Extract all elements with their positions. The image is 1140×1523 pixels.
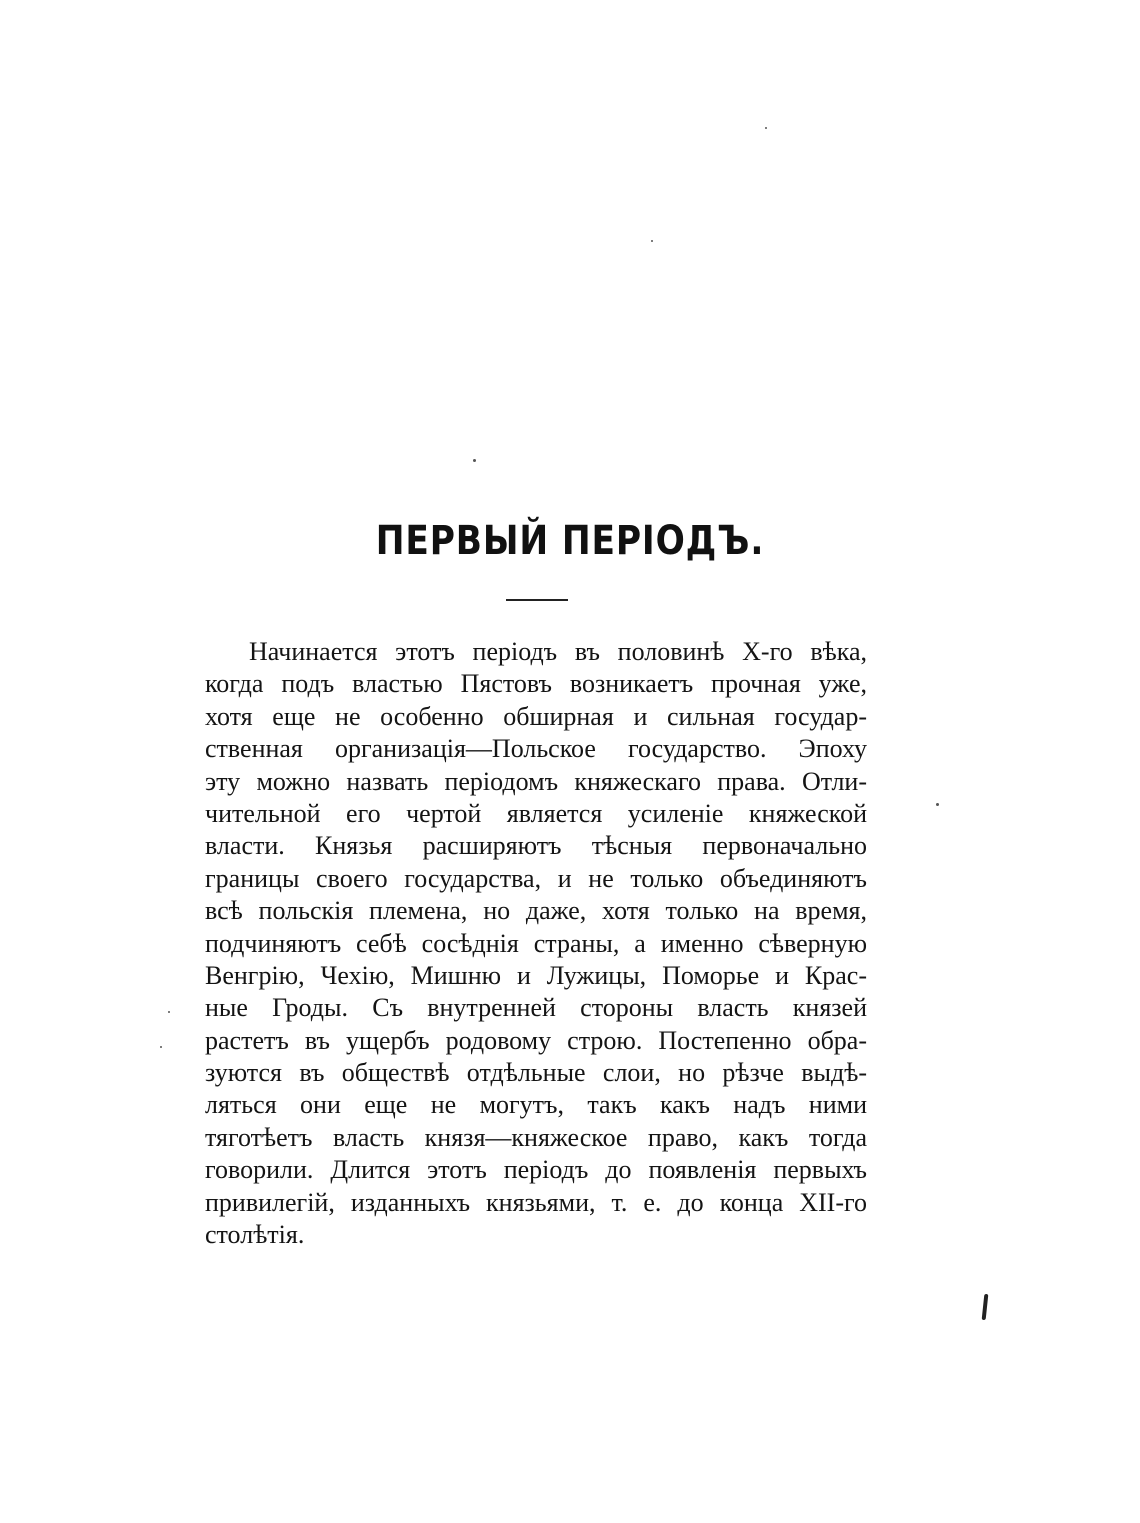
chapter-paragraph [205, 636, 867, 1251]
paragraph-line: ственная организація—Польское государство. Эпоху [205, 734, 867, 764]
scan-speck [765, 127, 767, 129]
paragraph-line: власти. Князья расширяютъ тѣсныя первоначально [205, 831, 867, 861]
title-divider [506, 599, 568, 601]
paragraph-line: зуются въ обществѣ отдѣльные слои, но рѣзче выдѣ- [205, 1058, 867, 1088]
paragraph-line: когда подъ властью Пястовъ возникаетъ прочная уже, [205, 669, 867, 699]
paragraph-line: чительной его чертой является усиленіе княжеской [205, 798, 867, 828]
scan-speck [168, 1011, 170, 1013]
chapter-title: ПЕРВЫЙ ПЕРІОДЪ. [375, 518, 765, 564]
paragraph-line: тяготѣетъ власть князя—княжеское право, какъ тогда [205, 1122, 867, 1152]
paragraph-line: растетъ въ ущербъ родовому строю. Постепенно обра- [205, 1025, 867, 1055]
paragraph-line: эту можно назвать періодомъ княжескаго права. Отли- [205, 766, 867, 796]
paragraph-line: Начинается этотъ періодъ въ половинѣ X-го вѣка, [249, 637, 867, 666]
paragraph-line: говорили. Длится этотъ періодъ до появленія первыхъ [205, 1155, 867, 1185]
scan-speck [651, 240, 653, 242]
paragraph-line: привилегій, изданныхъ князьями, т. е. до конца XII-го [205, 1187, 867, 1217]
paragraph-line: столѣтія. [205, 1220, 305, 1250]
paragraph-line: подчиняютъ себѣ сосѣднія страны, а именно сѣверную [205, 928, 867, 958]
paragraph-line: хотя еще не особенно обширная и сильная государ- [205, 701, 867, 731]
scan-speck [473, 459, 476, 462]
paragraph-line: ные Гроды. Съ внутренней стороны власть князей [205, 993, 867, 1023]
paragraph-line: ляться они еще не могутъ, такъ какъ надъ ними [205, 1090, 867, 1120]
paragraph-line: границы своего государства, и не только объединяютъ [205, 863, 867, 893]
scan-speck [936, 803, 939, 806]
scan-speck [160, 1046, 162, 1048]
paragraph-line: всѣ польскія племена, но даже, хотя только на время, [205, 896, 867, 926]
margin-mark [982, 1294, 989, 1320]
paragraph-line: Венгрію, Чехію, Мишню и Лужицы, Поморье и Крас- [205, 960, 867, 990]
